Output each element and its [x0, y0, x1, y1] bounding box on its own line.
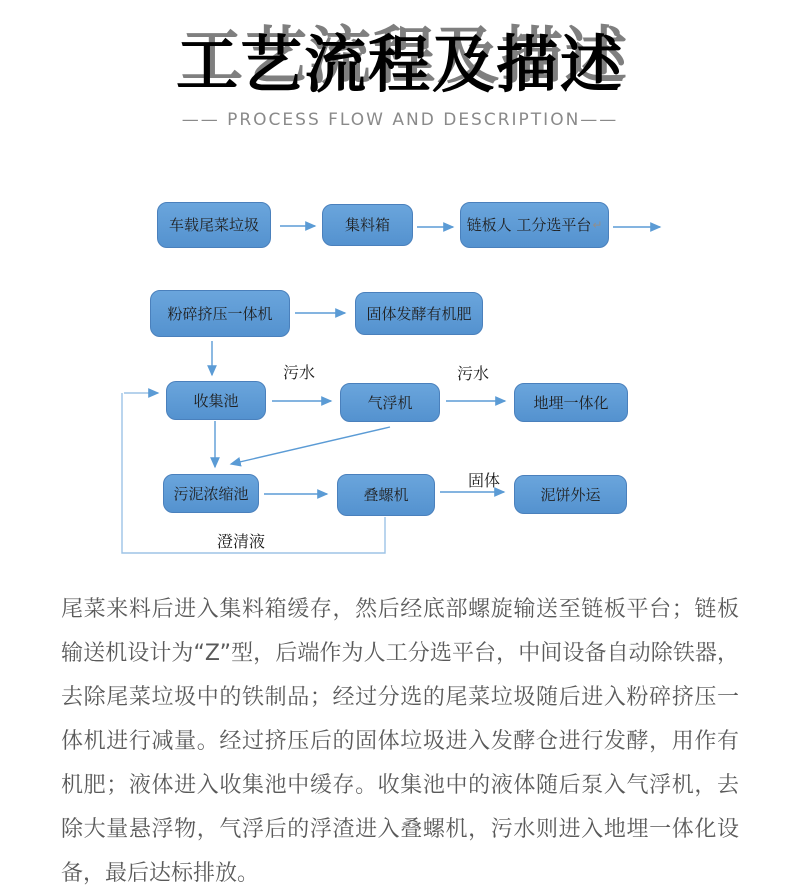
arrow-flotation-to-thickener: [231, 427, 390, 464]
flow-node-air-flotation: [340, 383, 440, 422]
flow-node-vehicle-waste: [157, 202, 271, 248]
edge-label-clarified-liquid: 澄清液: [217, 532, 266, 551]
flow-node-label: 叠螺机: [363, 486, 409, 504]
edge-label-sewage-1: 污水: [283, 363, 316, 382]
flow-node-solid-fertilizer: [355, 292, 483, 335]
flow-node-label: 气浮机: [367, 393, 413, 412]
flow-node-sorting-platform: [460, 202, 609, 248]
process-description-text: 尾菜来料后进入集料箱缓存，然后经底部螺旋输送至链板平台；链板输送机设计为“Z”型，后端作为人工分选平台，中间设备自动除铁器，去除尾菜垃圾中的铁制品；经过分选的尾菜垃圾随后进入粉碎挤压一体机进行减量。经过挤压后的固体垃圾进入发酵仓进行发酵，用作有机肥；液体进入收集池中缓存。收集池中的液体随后泵入气浮机，去除大量悬浮物，气浮后的浮渣进入叠螺机，污水则进入地埋一体化设备，最后达标排放。: [61, 597, 739, 886]
paragraph-mark-icon: ↵: [592, 217, 603, 232]
flow-node-label: 污泥浓缩池: [173, 484, 249, 503]
flow-node-label: 收集池: [193, 391, 239, 410]
flow-node-sludge-thickener: [163, 474, 259, 513]
flow-node-label: 固体发酵有机肥: [366, 304, 472, 323]
flow-node-label: 集料箱: [344, 216, 390, 234]
flow-node-underground-unit: [514, 383, 628, 422]
flow-node-collection-box: [322, 204, 413, 246]
flow-node-label: 车载尾菜垃圾: [168, 216, 259, 234]
flow-node-label: 链板人 工分选平台: [466, 216, 592, 234]
edge-label-solid: 固体: [468, 471, 501, 490]
flow-node-collection-pool: [166, 381, 266, 420]
page-subtitle: —— PROCESS FLOW AND DESCRIPTION——: [181, 109, 619, 130]
flow-node-screw-press: [337, 474, 435, 516]
page-title: 工艺流程及描述: [175, 28, 624, 101]
flow-node-label: 泥饼外运: [540, 485, 601, 504]
flow-node-label: 粉碎挤压一体机: [167, 304, 273, 323]
flow-node-mudcake-transport: [514, 475, 627, 514]
flow-node-crusher-extruder: [150, 290, 290, 337]
edge-label-sewage-2: 污水: [457, 364, 490, 383]
flow-node-label: 地埋一体化: [533, 393, 609, 412]
